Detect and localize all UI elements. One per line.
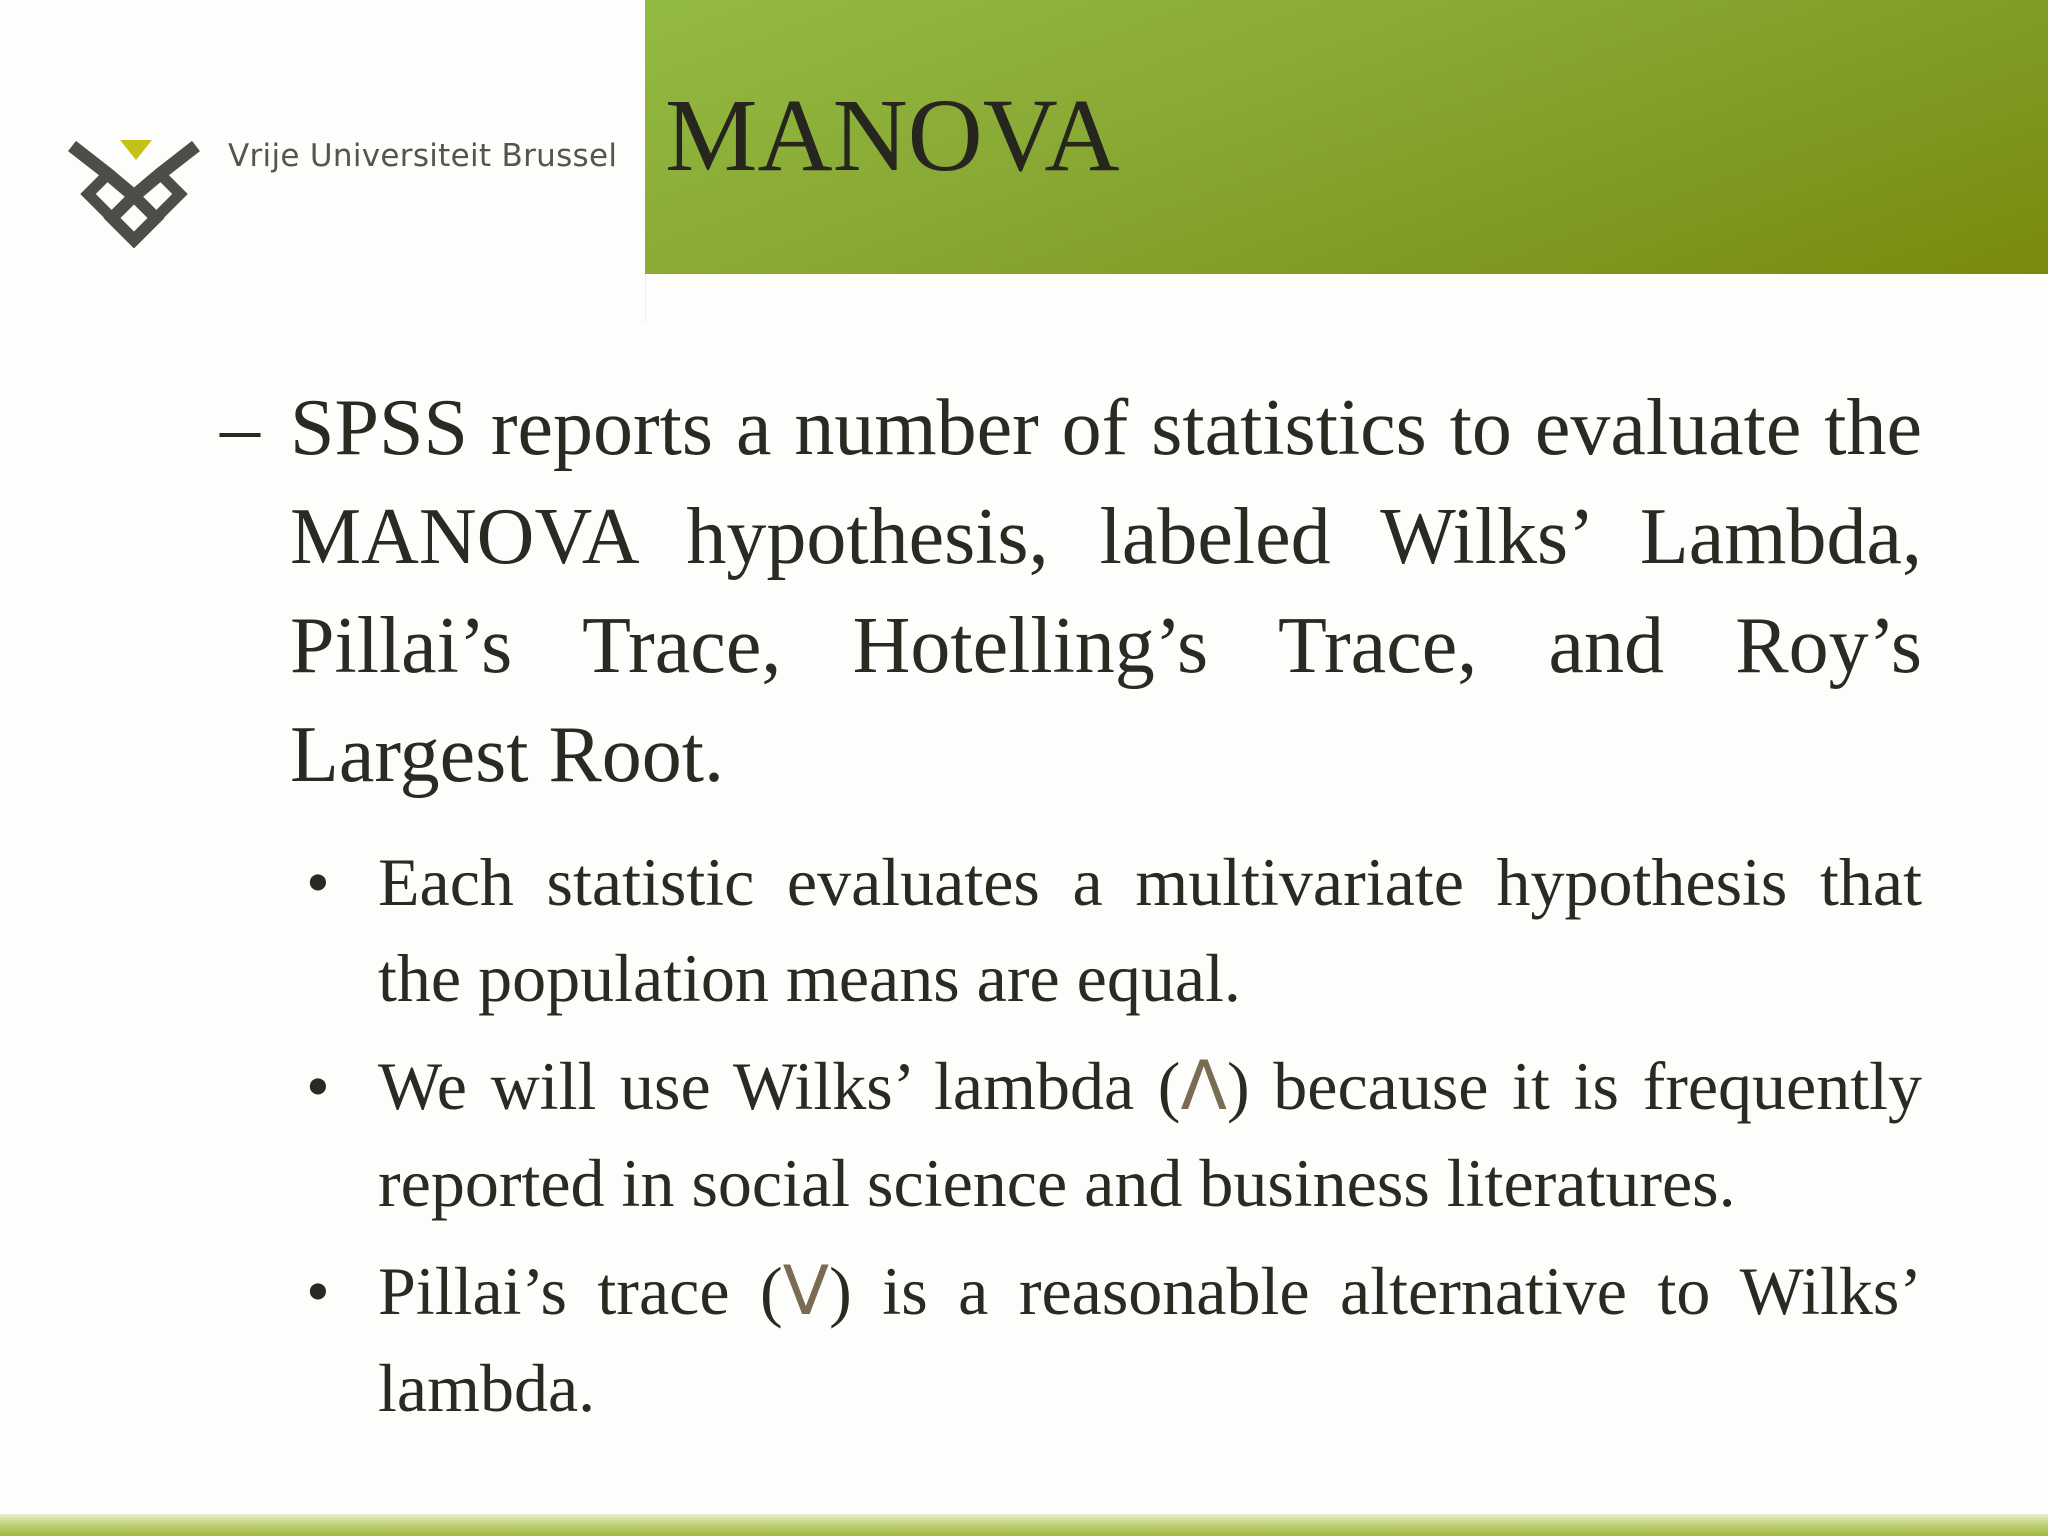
bullet-marker: • <box>306 1048 330 1124</box>
sub-point-text-after: ) is a reasonable alternative to Wilks’ lambda. <box>378 1253 1922 1426</box>
pillai-trace-symbol: V <box>782 1252 830 1331</box>
sub-point <box>290 834 1922 1026</box>
institution-name: Vrije Universiteit Brussel <box>228 138 618 174</box>
title-band <box>645 0 2048 274</box>
sub-point-text-before: We will use Wilks’ lambda ( <box>378 1048 1181 1124</box>
main-point <box>220 374 1922 810</box>
university-logo-icon <box>68 136 200 248</box>
sub-point-text-before: Pillai’s trace ( <box>378 1253 783 1329</box>
bullet-marker: • <box>306 844 330 920</box>
main-point-text: SPSS reports a number of statistics to evaluate the MANOVA hypothesis, labeled Wilks’ Lambda, Pillai’s Trace, Hotelling’s Trace, and Roy’s Largest Root. <box>290 384 1922 799</box>
slide-content <box>220 374 1922 1436</box>
sub-point-text-after: ) because it is frequently reported in social science and business literatures. <box>378 1048 1923 1221</box>
slide-title: MANOVA <box>665 78 1120 193</box>
bullet-marker: • <box>306 1253 330 1329</box>
dash-marker: – <box>220 384 260 472</box>
sub-point <box>290 1038 1922 1231</box>
logo-area <box>0 0 646 323</box>
wilks-lambda-symbol: Λ <box>1180 1047 1227 1126</box>
sub-point-text: Each statistic evaluates a multivariate hypothesis that the population means are equal. <box>378 844 1922 1016</box>
bottom-strip <box>0 1514 2048 1536</box>
sub-point <box>290 1243 1922 1436</box>
